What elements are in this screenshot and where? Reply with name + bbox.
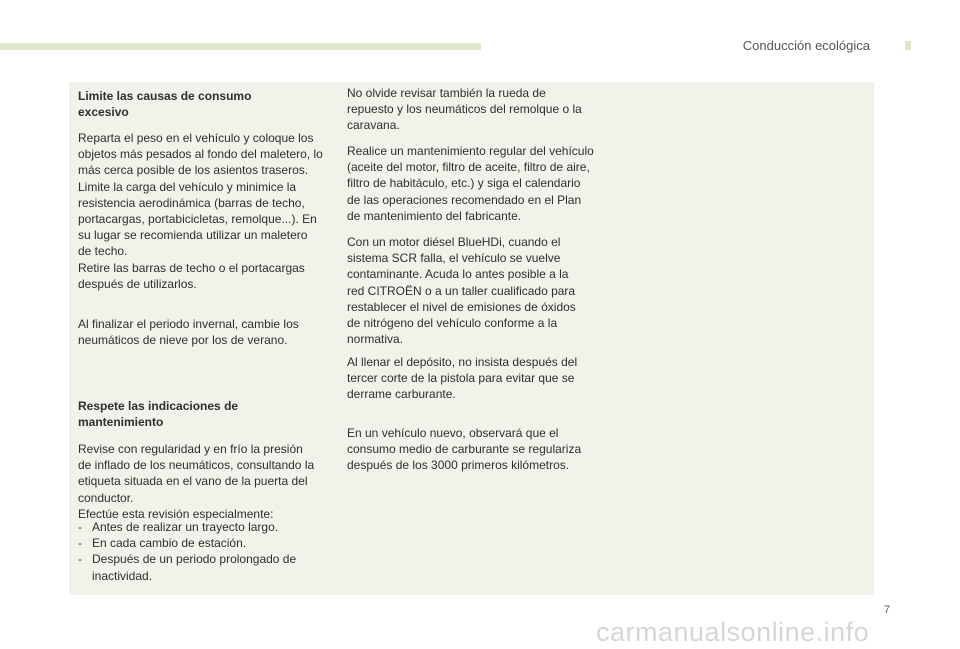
- paragraph-winter-tyres: Al finalizar el periodo invernal, cambie los neumáticos de nieve por los de verano.: [78, 317, 299, 348]
- checklist-item-text: Después de un periodo prolongado de inactividad.: [92, 552, 297, 583]
- paragraph-new-vehicle-consumption: En un vehículo nuevo, observará que el consumo medio de carburante se regulariza después de los 3000 primeros kilómetros.: [347, 426, 582, 473]
- checklist-item-text: Antes de realizar un trayecto largo.: [92, 520, 279, 534]
- section-title: Conducción ecológica: [742, 38, 870, 53]
- paragraph-refuelling: Al llenar el depósito, no insista después del tercer corte de la pistola para evitar que se derrame carburante.: [347, 355, 578, 402]
- checklist: [78, 519, 333, 584]
- checklist-item: [78, 519, 333, 535]
- checklist-item: [78, 551, 333, 583]
- paragraph-regular-maintenance: Realice un mantenimiento regular del vehículo (aceite del motor, filtro de aceite, filtro de aire, filtro de habitáculo, etc.) y siga el calendario de las operaciones recomendado en el Plan de mantenimiento del fabricante.: [347, 144, 594, 223]
- heading-maintenance-text: Respete las indicaciones de mantenimiento: [78, 399, 239, 430]
- page-number: 7: [883, 604, 890, 616]
- heading-excessive-consumption: [78, 88, 333, 120]
- heading-excessive-consumption-text: Limite las causas de consumo excesivo: [78, 89, 252, 120]
- paragraph-bluehdi-scr: Con un motor diésel BlueHDi, cuando el sistema SCR falla, el vehículo se vuelve contaminante. Acuda lo antes posible a la red CITROËN o a un taller cualificado para restablecer el nivel de emisiones de óxidos de nitrógeno del vehículo conforme a la normativa.: [347, 235, 576, 347]
- checklist-item: [78, 535, 333, 551]
- section-marker: [905, 41, 911, 50]
- paragraph-load-distribution: Reparta el peso en el vehículo y coloque los objetos más pesados al fondo del maletero, lo más cerca posible de los asientos traseros. Limite la carga del vehículo y minimice la resistencia aerodinámica (barras de techo, portacargas, portabicicletas, remolque...). En su lugar se recomienda utilizar un maletero de techo. Retire las barras de techo o el portacargas después de utilizarlos.: [78, 131, 323, 291]
- header-accent-bar: [0, 43, 481, 50]
- checklist-item-text: En cada cambio de estación.: [92, 536, 247, 551]
- paragraph-spare-wheel: No olvide revisar también la rueda de repuesto y los neumáticos del remolque o la caravana.: [347, 86, 582, 133]
- watermark: carmanualsonline.info: [596, 617, 870, 647]
- paragraph-tyre-pressure: Revise con regularidad y en frío la presión de inflado de los neumáticos, consultando la etiqueta situada en el vano de la puerta del conductor. Efectúe esta revisión especialmente:: [78, 442, 315, 521]
- heading-maintenance: [78, 398, 333, 430]
